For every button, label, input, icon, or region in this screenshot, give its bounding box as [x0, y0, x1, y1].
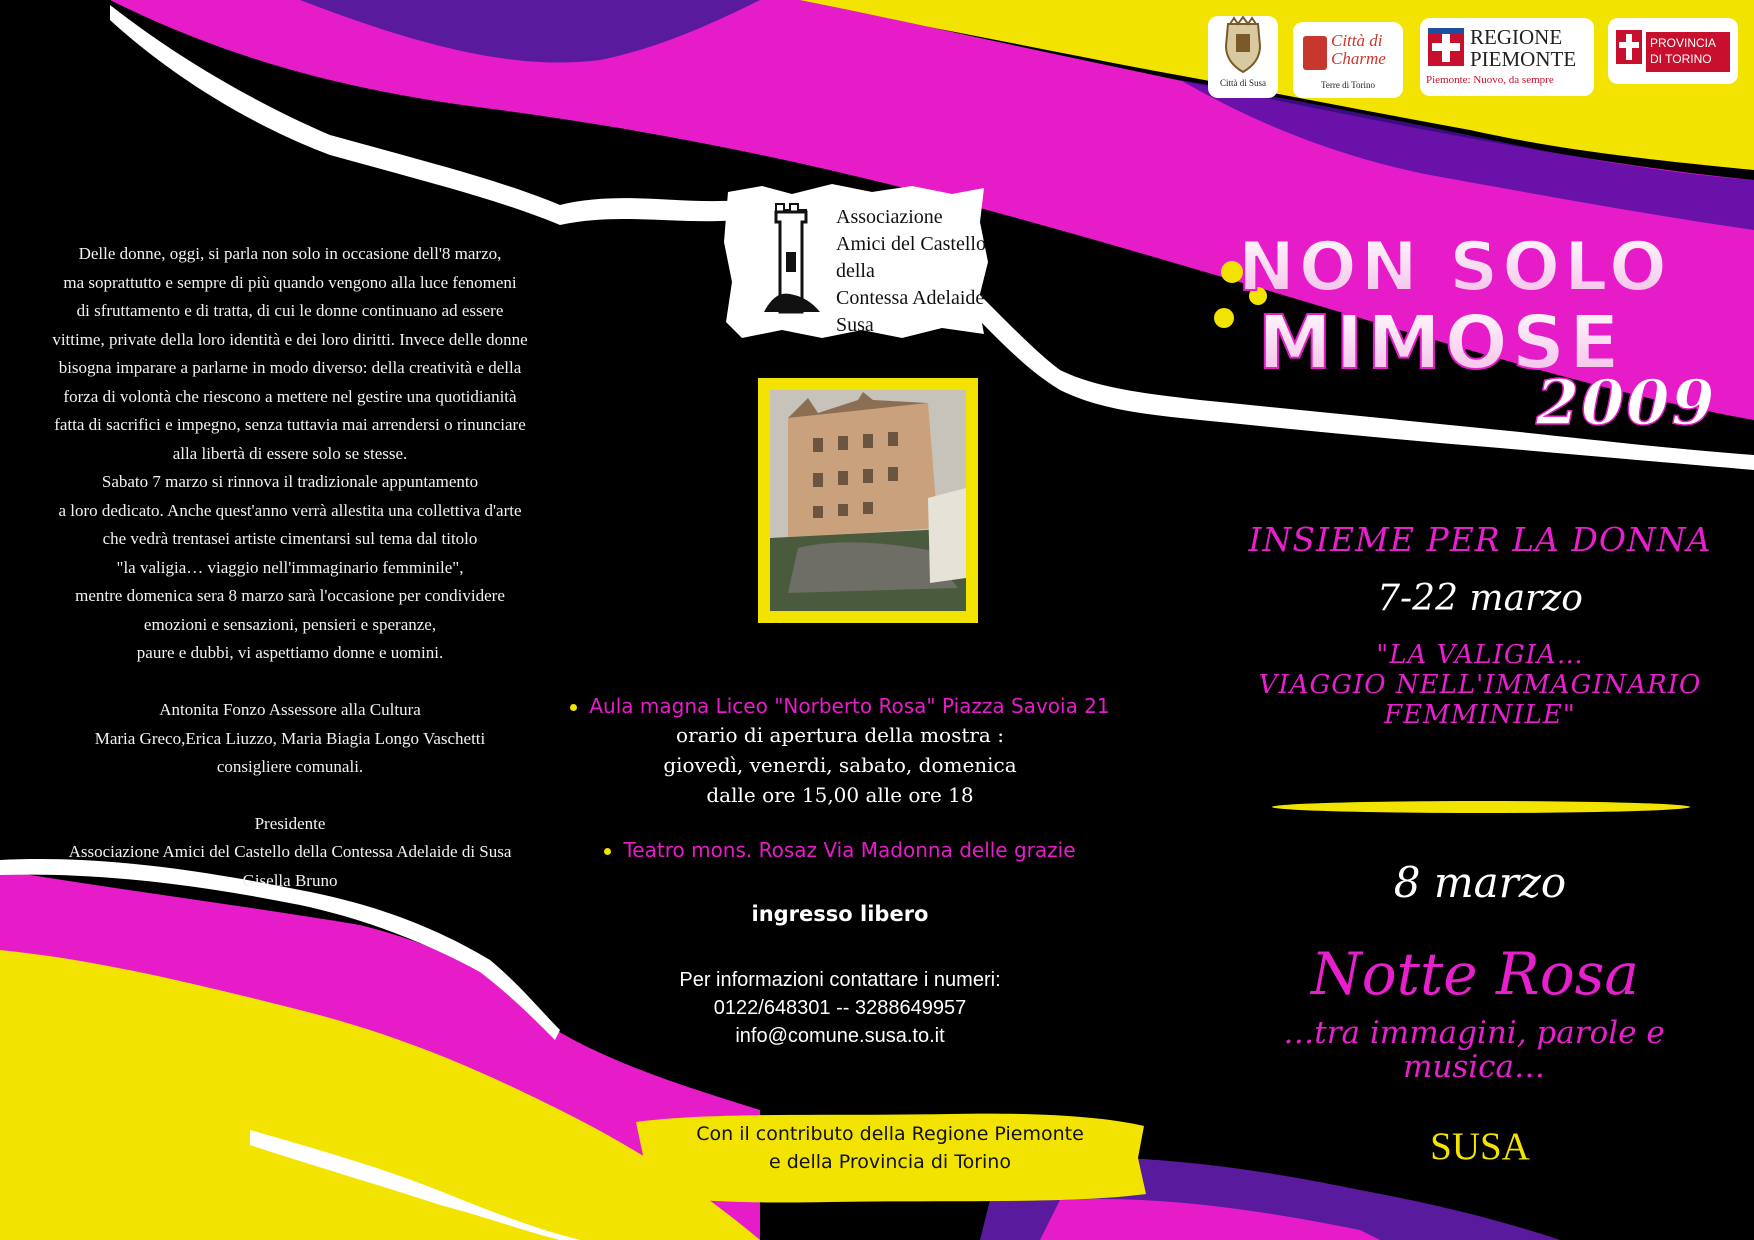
di-torino-label: DI TORINO [1650, 52, 1712, 66]
bullet-icon [604, 848, 611, 855]
exhibition-line-2: VIAGGIO NELL'IMMAGINARIO [1258, 670, 1702, 700]
venue2-row [560, 836, 1120, 864]
assessor-line: Antonita Fonzo Assessore alla Cultura [159, 700, 421, 719]
assoc-line-1: Associazione [836, 206, 943, 228]
contribution-line-2: e della Provincia di Torino [769, 1151, 1011, 1173]
intro-text [20, 240, 560, 668]
citta-di-susa-logo [1208, 16, 1278, 98]
assoc-line-3: della [836, 260, 875, 282]
piemonte-shield-icon [1428, 28, 1464, 66]
signatures [20, 696, 560, 895]
councillors-role: consigliere comunali. [216, 757, 364, 776]
intro-line: fatta di sacrifici e impegno, senza tuttavia mai arrendersi o rinunciare [54, 415, 526, 434]
exhibition-line-3: FEMMINILE" [1384, 700, 1576, 730]
intro-line: paure e dubbi, vi aspettiamo donne e uomini. [136, 643, 444, 662]
piemonte-label: PIEMONTE [1470, 47, 1577, 71]
terre-di-torino-caption: Terre di Torino [1320, 80, 1376, 90]
provincia-label: PROVINCIA [1650, 36, 1717, 50]
intro-line: "la valigia… viaggio nell'immaginario femminile", [116, 557, 464, 577]
regione-tagline: Piemonte: Nuovo, da sempre [1426, 74, 1554, 86]
event-subtitle-line-2: musica… [1402, 1049, 1546, 1085]
contacts [560, 966, 1120, 1050]
castle-photo [758, 378, 978, 623]
president-label: Presidente [254, 813, 326, 833]
citta-di-charme-logo [1293, 22, 1403, 98]
tagline: INSIEME PER LA DONNA [1248, 520, 1712, 559]
intro-line: di sfruttamento e di tratta, di cui le donne continuano ad essere [76, 301, 504, 320]
intro-line: emozioni e sensazioni, pensieri e speranze, [143, 614, 437, 634]
intro-line: vittime, private della loro identità e dei loro diritti. Invece delle donne [52, 329, 528, 349]
intro-line: a loro dedicato. Anche quest'anno verrà allestita una collettiva d'arte [58, 500, 522, 520]
intro-line: ma soprattutto e sempre di più quando vengono alla luce fenomeni [63, 272, 517, 292]
event-name: Notte Rosa [1311, 940, 1639, 1008]
intro-line: Delle donne, oggi, si parla non solo in occasione dell'8 marzo, [78, 244, 502, 263]
association-logo [722, 182, 990, 340]
exhibition-line-1: "LA VALIGIA… [1376, 640, 1584, 670]
contribution-line-1: Con il contributo della Regione Piemonte [696, 1123, 1084, 1145]
city-name: SUSA [1430, 1125, 1530, 1168]
contact-label: Per informazioni contattare i numeri: [679, 969, 1001, 991]
assoc-line-5: Susa [836, 314, 874, 336]
days-text: giovedì, venerdi, sabato, domenica [663, 753, 1017, 777]
exhibition-dates: 7-22 marzo [1377, 578, 1583, 619]
charme-tower-icon [1303, 36, 1327, 70]
title-year: 2009 [1536, 366, 1717, 439]
intro-line: Sabato 7 marzo si rinnova il tradizionale appuntamento [101, 472, 479, 491]
regione-piemonte-logo [1420, 18, 1594, 96]
regione-label: REGIONE [1470, 25, 1563, 49]
phone-numbers: 0122/648301 -- 3288649957 [713, 997, 967, 1019]
event-info [560, 692, 1120, 1050]
citta-di-susa-caption: Città di Susa [1219, 78, 1266, 88]
event-subtitle-line-1: …tra immagini, parole e [1283, 1015, 1665, 1051]
exhibition-title [1220, 640, 1740, 730]
event-title [1198, 220, 1754, 440]
email-link[interactable]: info@comune.susa.to.it [735, 1025, 945, 1047]
provincia-crest-icon [1616, 30, 1642, 64]
entry-free-text: ingresso libero [751, 902, 929, 926]
title-line-2: MIMOSE [1258, 300, 1624, 386]
hours-text: dalle ore 15,00 alle ore 18 [706, 783, 974, 807]
assoc-line-2: Amici del Castello [836, 233, 986, 255]
intro-line: forza di volontà che riescono a mettere nel gestire una quotidianità [63, 386, 517, 406]
provincia-di-torino-logo [1608, 18, 1738, 84]
event-subtitle [1194, 1016, 1754, 1084]
title-line-1: NON SOLO [1238, 228, 1671, 307]
contribution-text [640, 1120, 1140, 1176]
venue1-row [560, 692, 1120, 720]
bullet-icon [570, 704, 577, 711]
castle-tower-icon [756, 202, 826, 322]
event-date: 8 marzo [1393, 858, 1567, 907]
coat-of-arms-icon [1208, 16, 1278, 78]
venue1-text: Aula magna Liceo "Norberto Rosa" Piazza Savoia 21 [589, 694, 1110, 718]
intro-line: che vedrà trentasei artiste cimentarsi sul tema dal titolo [102, 529, 478, 548]
intro-line: mentre domenica sera 8 marzo sarà l'occasione per condividere [75, 586, 505, 605]
venue2-text: Teatro mons. Rosaz Via Madonna delle grazie [623, 838, 1076, 862]
association-name: Associazione Amici del Castello della Contessa Adelaide di Susa [68, 842, 512, 861]
citta-di-charme-caption: Città di Charme [1331, 31, 1386, 68]
assoc-line-4: Contessa Adelaide [836, 287, 985, 309]
councillors-line: Maria Greco,Erica Liuzzo, Maria Biagia Longo Vaschetti [94, 728, 486, 748]
hours-label: orario di apertura della mostra : [676, 723, 1004, 747]
yellow-divider [1272, 800, 1690, 814]
intro-line: bisogna imparare a parlarne in modo diverso: della creatività e della [58, 358, 522, 377]
president-name: Gisella Bruno [242, 870, 338, 890]
intro-line: alla libertà di essere solo se stesse. [172, 443, 408, 463]
